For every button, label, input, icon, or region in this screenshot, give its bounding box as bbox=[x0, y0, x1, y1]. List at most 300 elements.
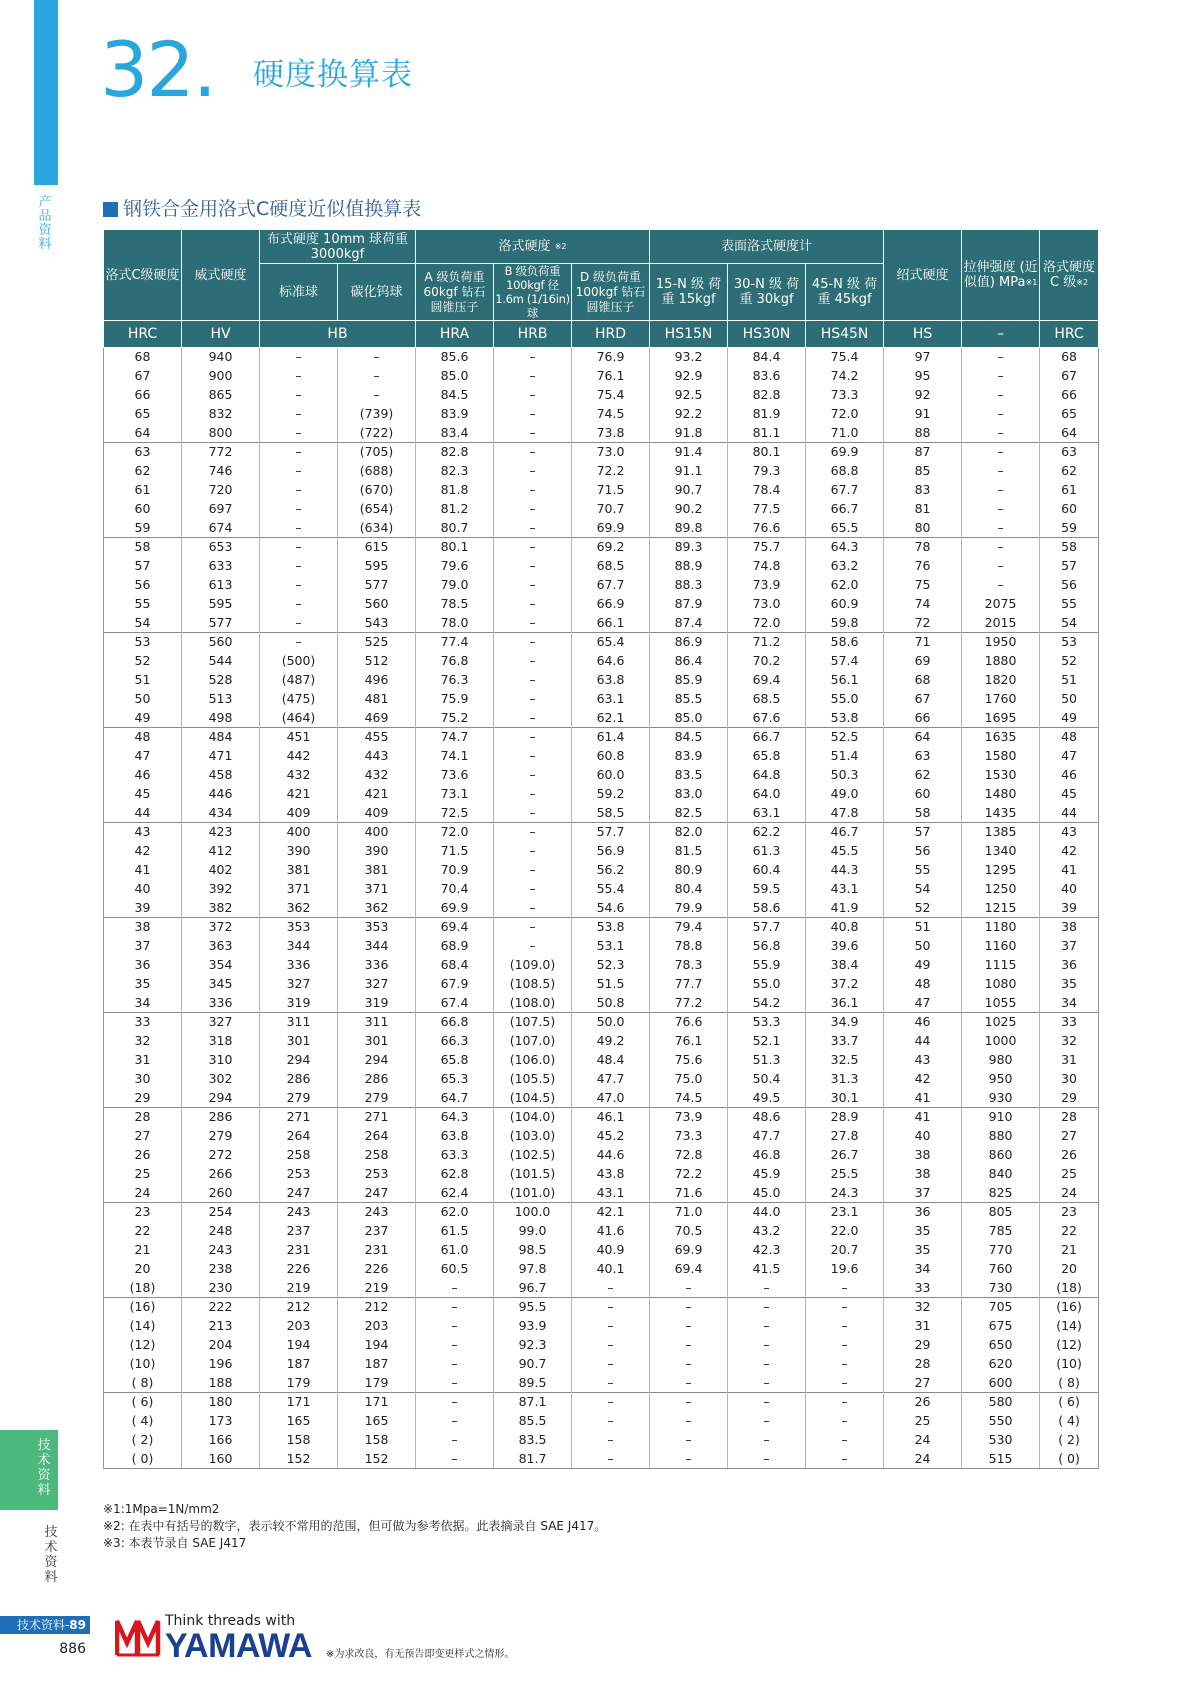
table-cell: (634) bbox=[338, 519, 416, 538]
table-cell: 87 bbox=[884, 443, 962, 462]
table-cell: 73.0 bbox=[728, 595, 806, 614]
table-cell: – bbox=[572, 1450, 650, 1469]
table-cell: 613 bbox=[182, 576, 260, 595]
table-cell: 311 bbox=[338, 1013, 416, 1032]
table-cell: 222 bbox=[182, 1298, 260, 1317]
table-cell: 29 bbox=[1040, 1089, 1099, 1108]
table-cell: 363 bbox=[182, 937, 260, 956]
table-cell: – bbox=[494, 880, 572, 899]
table-cell: 68.4 bbox=[416, 956, 494, 975]
table-cell: 336 bbox=[260, 956, 338, 975]
table-cell: (101.5) bbox=[494, 1165, 572, 1184]
table-cell: 27 bbox=[1040, 1127, 1099, 1146]
table-cell: 865 bbox=[182, 386, 260, 405]
table-cell: 74.7 bbox=[416, 728, 494, 747]
table-cell: 60.8 bbox=[572, 747, 650, 766]
table-cell: 100.0 bbox=[494, 1203, 572, 1222]
table-cell: 87.4 bbox=[650, 614, 728, 633]
table-cell: 54 bbox=[1040, 614, 1099, 633]
table-cell: – bbox=[416, 1298, 494, 1317]
header-hrd: D 级负荷重 100kgf 钻石 圆锥压子 bbox=[572, 264, 650, 321]
table-cell: 25.5 bbox=[806, 1165, 884, 1184]
table-cell: – bbox=[494, 557, 572, 576]
table-cell: 43.2 bbox=[728, 1222, 806, 1241]
table-cell: – bbox=[494, 690, 572, 709]
table-cell: 62.1 bbox=[572, 709, 650, 728]
table-cell: 89.8 bbox=[650, 519, 728, 538]
table-cell: 67 bbox=[884, 690, 962, 709]
table-cell: 327 bbox=[338, 975, 416, 994]
table-cell: 78.4 bbox=[728, 481, 806, 500]
table-cell: 25 bbox=[884, 1412, 962, 1431]
yamawa-logo-icon bbox=[115, 1617, 161, 1657]
table-row bbox=[104, 1089, 1099, 1108]
table-cell: 1530 bbox=[962, 766, 1040, 785]
table-cell: 48.6 bbox=[728, 1108, 806, 1127]
header-surface-rockwell: 表面洛式硬度计 bbox=[650, 230, 884, 264]
table-cell: 253 bbox=[338, 1165, 416, 1184]
table-cell: 71.5 bbox=[572, 481, 650, 500]
table-cell: 46.8 bbox=[728, 1146, 806, 1165]
table-cell: 28 bbox=[884, 1355, 962, 1374]
table-cell: 35 bbox=[1040, 975, 1099, 994]
unit-tensile: – bbox=[962, 321, 1040, 348]
table-cell: 56.9 bbox=[572, 842, 650, 861]
table-cell: – bbox=[338, 386, 416, 405]
table-cell: – bbox=[806, 1374, 884, 1393]
table-cell: 39 bbox=[104, 899, 182, 918]
table-cell: 800 bbox=[182, 424, 260, 443]
table-cell: 327 bbox=[182, 1013, 260, 1032]
table-cell: 76.3 bbox=[416, 671, 494, 690]
table-cell: 79.3 bbox=[728, 462, 806, 481]
table-cell: 78 bbox=[884, 538, 962, 557]
table-cell: 243 bbox=[182, 1241, 260, 1260]
table-cell: – bbox=[650, 1431, 728, 1450]
table-cell: – bbox=[494, 405, 572, 424]
table-cell: 22 bbox=[104, 1222, 182, 1241]
hardness-table-container bbox=[103, 229, 1099, 1469]
table-cell: 72.0 bbox=[806, 405, 884, 424]
table-cell: 40.8 bbox=[806, 918, 884, 937]
table-cell: 1435 bbox=[962, 804, 1040, 823]
table-cell: – bbox=[494, 367, 572, 386]
table-cell: 59.8 bbox=[806, 614, 884, 633]
table-cell: – bbox=[572, 1431, 650, 1450]
table-cell: 53.1 bbox=[572, 937, 650, 956]
table-cell: – bbox=[962, 462, 1040, 481]
table-cell: – bbox=[728, 1412, 806, 1431]
table-cell: – bbox=[494, 424, 572, 443]
table-cell: 230 bbox=[182, 1279, 260, 1298]
table-cell: (487) bbox=[260, 671, 338, 690]
side-label-tech: 技术资料 bbox=[44, 1525, 58, 1585]
table-cell: ( 6) bbox=[104, 1393, 182, 1412]
table-cell: 50.3 bbox=[806, 766, 884, 785]
table-cell: 64.3 bbox=[806, 538, 884, 557]
table-cell: 41 bbox=[104, 861, 182, 880]
table-cell: 279 bbox=[338, 1089, 416, 1108]
table-cell: 72.8 bbox=[650, 1146, 728, 1165]
header-hv: 威式硬度 bbox=[182, 230, 260, 321]
table-cell: (106.0) bbox=[494, 1051, 572, 1070]
table-cell: 56.8 bbox=[728, 937, 806, 956]
table-cell: 61.3 bbox=[728, 842, 806, 861]
table-cell: (14) bbox=[104, 1317, 182, 1336]
table-cell: 58.6 bbox=[806, 633, 884, 652]
table-cell: 63.3 bbox=[416, 1146, 494, 1165]
table-cell: 36.1 bbox=[806, 994, 884, 1013]
table-cell: – bbox=[650, 1412, 728, 1431]
table-cell: 2015 bbox=[962, 614, 1040, 633]
table-cell: 76.1 bbox=[650, 1032, 728, 1051]
table-cell: 59.5 bbox=[728, 880, 806, 899]
table-cell: – bbox=[416, 1336, 494, 1355]
table-cell: 720 bbox=[182, 481, 260, 500]
table-cell: 66 bbox=[884, 709, 962, 728]
table-cell: 770 bbox=[962, 1241, 1040, 1260]
table-cell: 65 bbox=[1040, 405, 1099, 424]
table-cell: 75.6 bbox=[650, 1051, 728, 1070]
table-cell: 832 bbox=[182, 405, 260, 424]
table-cell: 36 bbox=[104, 956, 182, 975]
table-cell: 264 bbox=[338, 1127, 416, 1146]
table-cell: – bbox=[806, 1393, 884, 1412]
table-cell: 69.4 bbox=[650, 1260, 728, 1279]
table-cell: 301 bbox=[260, 1032, 338, 1051]
unit-hrb: HRB bbox=[494, 321, 572, 348]
header-shore: 绍式硬度 bbox=[884, 230, 962, 321]
table-cell: 73.8 bbox=[572, 424, 650, 443]
table-cell: – bbox=[806, 1298, 884, 1317]
table-cell: 49.5 bbox=[728, 1089, 806, 1108]
table-cell: 60 bbox=[104, 500, 182, 519]
table-cell: 187 bbox=[338, 1355, 416, 1374]
table-cell: 860 bbox=[962, 1146, 1040, 1165]
table-cell: 1635 bbox=[962, 728, 1040, 747]
table-cell: 47.7 bbox=[728, 1127, 806, 1146]
table-cell: 219 bbox=[338, 1279, 416, 1298]
table-cell: – bbox=[494, 614, 572, 633]
table-cell: 38 bbox=[884, 1146, 962, 1165]
table-cell: – bbox=[962, 500, 1040, 519]
table-cell: – bbox=[260, 405, 338, 424]
table-cell: 81.7 bbox=[494, 1450, 572, 1469]
table-cell: 92.3 bbox=[494, 1336, 572, 1355]
table-cell: 226 bbox=[260, 1260, 338, 1279]
table-cell: 73.3 bbox=[650, 1127, 728, 1146]
table-cell: 56.1 bbox=[806, 671, 884, 690]
table-cell: 243 bbox=[338, 1203, 416, 1222]
table-cell: 80.7 bbox=[416, 519, 494, 538]
table-cell: 69.4 bbox=[728, 671, 806, 690]
table-cell: 258 bbox=[260, 1146, 338, 1165]
table-cell: – bbox=[806, 1317, 884, 1336]
table-cell: – bbox=[260, 348, 338, 367]
unit-hrc: HRC bbox=[104, 321, 182, 348]
table-cell: 46 bbox=[884, 1013, 962, 1032]
table-cell: 64 bbox=[104, 424, 182, 443]
table-cell: 187 bbox=[260, 1355, 338, 1374]
table-cell: 77.2 bbox=[650, 994, 728, 1013]
table-cell: 85.5 bbox=[650, 690, 728, 709]
table-cell: 60.4 bbox=[728, 861, 806, 880]
table-cell: 49.2 bbox=[572, 1032, 650, 1051]
table-cell: 24 bbox=[884, 1450, 962, 1469]
table-cell: 92.2 bbox=[650, 405, 728, 424]
table-cell: 71.0 bbox=[806, 424, 884, 443]
table-cell: 550 bbox=[962, 1412, 1040, 1431]
table-cell: 91 bbox=[884, 405, 962, 424]
unit-hra: HRA bbox=[416, 321, 494, 348]
table-cell: (739) bbox=[338, 405, 416, 424]
table-cell: 266 bbox=[182, 1165, 260, 1184]
table-cell: 67.9 bbox=[416, 975, 494, 994]
table-cell: – bbox=[338, 348, 416, 367]
table-cell: 446 bbox=[182, 785, 260, 804]
table-cell: 37 bbox=[104, 937, 182, 956]
table-cell: 1115 bbox=[962, 956, 1040, 975]
table-cell: 97.8 bbox=[494, 1260, 572, 1279]
table-cell: 286 bbox=[260, 1070, 338, 1089]
table-cell: 432 bbox=[260, 766, 338, 785]
table-cell: 66.7 bbox=[728, 728, 806, 747]
table-row bbox=[104, 633, 1099, 652]
table-cell: – bbox=[494, 842, 572, 861]
table-cell: 69.9 bbox=[806, 443, 884, 462]
table-cell: 258 bbox=[338, 1146, 416, 1165]
table-cell: 51 bbox=[1040, 671, 1099, 690]
table-cell: 513 bbox=[182, 690, 260, 709]
table-cell: 746 bbox=[182, 462, 260, 481]
table-cell: 152 bbox=[338, 1450, 416, 1469]
table-cell: (107.0) bbox=[494, 1032, 572, 1051]
table-cell: 83.4 bbox=[416, 424, 494, 443]
table-cell: (104.5) bbox=[494, 1089, 572, 1108]
table-cell: 81 bbox=[884, 500, 962, 519]
header-brinell: 布式硬度 10mm 球荷重 3000kgf bbox=[260, 230, 416, 264]
table-cell: 469 bbox=[338, 709, 416, 728]
table-cell: – bbox=[806, 1355, 884, 1374]
table-cell: – bbox=[494, 348, 572, 367]
table-cell: 1480 bbox=[962, 785, 1040, 804]
table-cell: (107.5) bbox=[494, 1013, 572, 1032]
table-cell: ( 2) bbox=[104, 1431, 182, 1450]
table-cell: 52 bbox=[884, 899, 962, 918]
table-cell: 83.6 bbox=[728, 367, 806, 386]
table-cell: ( 4) bbox=[1040, 1412, 1099, 1431]
table-cell: 76.8 bbox=[416, 652, 494, 671]
table-cell: 55.9 bbox=[728, 956, 806, 975]
table-cell: 760 bbox=[962, 1260, 1040, 1279]
table-cell: 512 bbox=[338, 652, 416, 671]
table-cell: 458 bbox=[182, 766, 260, 785]
table-cell: 78.8 bbox=[650, 937, 728, 956]
table-row bbox=[104, 1393, 1099, 1412]
table-cell: 188 bbox=[182, 1374, 260, 1393]
table-cell: 1250 bbox=[962, 880, 1040, 899]
table-cell: 279 bbox=[182, 1127, 260, 1146]
table-cell: 20.7 bbox=[806, 1241, 884, 1260]
table-cell: 52.5 bbox=[806, 728, 884, 747]
table-cell: 53 bbox=[1040, 633, 1099, 652]
table-cell: 825 bbox=[962, 1184, 1040, 1203]
table-cell: 219 bbox=[260, 1279, 338, 1298]
table-cell: 48 bbox=[1040, 728, 1099, 747]
table-cell: 21 bbox=[104, 1241, 182, 1260]
table-cell: (10) bbox=[1040, 1355, 1099, 1374]
table-cell: 36 bbox=[884, 1203, 962, 1222]
table-cell: 66.1 bbox=[572, 614, 650, 633]
table-cell: 318 bbox=[182, 1032, 260, 1051]
table-cell: 44 bbox=[1040, 804, 1099, 823]
table-cell: 595 bbox=[182, 595, 260, 614]
table-cell: 48 bbox=[104, 728, 182, 747]
table-cell: 50 bbox=[884, 937, 962, 956]
table-cell: 71.6 bbox=[650, 1184, 728, 1203]
table-cell: 71.5 bbox=[416, 842, 494, 861]
table-cell: ( 8) bbox=[1040, 1374, 1099, 1393]
table-cell: – bbox=[962, 576, 1040, 595]
table-cell: – bbox=[650, 1374, 728, 1393]
table-cell: 78.3 bbox=[650, 956, 728, 975]
table-row bbox=[104, 538, 1099, 557]
table-cell: 42 bbox=[884, 1070, 962, 1089]
table-cell: 78.0 bbox=[416, 614, 494, 633]
table-row bbox=[104, 937, 1099, 956]
table-cell: – bbox=[260, 481, 338, 500]
table-cell: 56 bbox=[884, 842, 962, 861]
table-cell: 37 bbox=[1040, 937, 1099, 956]
table-cell: 173 bbox=[182, 1412, 260, 1431]
logo-wordmark: YAMAWA bbox=[165, 1627, 312, 1665]
table-cell: 58 bbox=[884, 804, 962, 823]
table-cell: 80.1 bbox=[728, 443, 806, 462]
table-cell: 336 bbox=[338, 956, 416, 975]
table-cell: 254 bbox=[182, 1203, 260, 1222]
table-cell: (16) bbox=[1040, 1298, 1099, 1317]
table-cell: 1160 bbox=[962, 937, 1040, 956]
table-cell: – bbox=[962, 538, 1040, 557]
table-cell: – bbox=[260, 443, 338, 462]
table-cell: 51.3 bbox=[728, 1051, 806, 1070]
table-cell: 45.5 bbox=[806, 842, 884, 861]
table-cell: 40 bbox=[1040, 880, 1099, 899]
table-cell: – bbox=[494, 899, 572, 918]
table-cell: 166 bbox=[182, 1431, 260, 1450]
table-cell: 50.0 bbox=[572, 1013, 650, 1032]
table-cell: 70.4 bbox=[416, 880, 494, 899]
table-cell: 69.9 bbox=[416, 899, 494, 918]
table-cell: 80.1 bbox=[416, 538, 494, 557]
table-cell: – bbox=[962, 519, 1040, 538]
table-cell: 45.9 bbox=[728, 1165, 806, 1184]
table-row bbox=[104, 842, 1099, 861]
table-cell: 83.9 bbox=[650, 747, 728, 766]
table-cell: 55.4 bbox=[572, 880, 650, 899]
table-cell: 75 bbox=[884, 576, 962, 595]
table-cell: – bbox=[962, 557, 1040, 576]
table-body bbox=[104, 348, 1099, 1469]
table-cell: 27 bbox=[884, 1374, 962, 1393]
table-row bbox=[104, 1146, 1099, 1165]
table-cell: 237 bbox=[260, 1222, 338, 1241]
table-cell: 56 bbox=[1040, 576, 1099, 595]
table-cell: 62 bbox=[884, 766, 962, 785]
table-cell: 26 bbox=[1040, 1146, 1099, 1165]
table-cell: 32 bbox=[104, 1032, 182, 1051]
table-cell: 880 bbox=[962, 1127, 1040, 1146]
table-cell: 1215 bbox=[962, 899, 1040, 918]
table-cell: 63 bbox=[884, 747, 962, 766]
table-cell: – bbox=[494, 481, 572, 500]
table-cell: 61 bbox=[1040, 481, 1099, 500]
table-cell: 57 bbox=[1040, 557, 1099, 576]
table-cell: 434 bbox=[182, 804, 260, 823]
table-cell: 57 bbox=[884, 823, 962, 842]
table-cell: 327 bbox=[260, 975, 338, 994]
side-label-product: 产品资料 bbox=[38, 195, 52, 252]
table-cell: 633 bbox=[182, 557, 260, 576]
table-cell: 27.8 bbox=[806, 1127, 884, 1146]
table-cell: 74.2 bbox=[806, 367, 884, 386]
table-cell: 34.9 bbox=[806, 1013, 884, 1032]
table-cell: 37 bbox=[884, 1184, 962, 1203]
table-cell: 43 bbox=[1040, 823, 1099, 842]
table-cell: 56.2 bbox=[572, 861, 650, 880]
table-cell: 65.8 bbox=[416, 1051, 494, 1070]
table-cell: 81.2 bbox=[416, 500, 494, 519]
table-cell: 60.0 bbox=[572, 766, 650, 785]
table-cell: 302 bbox=[182, 1070, 260, 1089]
table-row bbox=[104, 1184, 1099, 1203]
table-cell: 260 bbox=[182, 1184, 260, 1203]
table-cell: 31.3 bbox=[806, 1070, 884, 1089]
table-cell: 63 bbox=[104, 443, 182, 462]
table-cell: 30 bbox=[104, 1070, 182, 1089]
table-cell: 772 bbox=[182, 443, 260, 462]
table-cell: 34 bbox=[884, 1260, 962, 1279]
table-cell: 34 bbox=[1040, 994, 1099, 1013]
table-cell: 171 bbox=[260, 1393, 338, 1412]
table-cell: (14) bbox=[1040, 1317, 1099, 1336]
table-cell: 53.8 bbox=[572, 918, 650, 937]
table-cell: 319 bbox=[260, 994, 338, 1013]
table-cell: – bbox=[962, 443, 1040, 462]
table-cell: 319 bbox=[338, 994, 416, 1013]
table-cell: 44.6 bbox=[572, 1146, 650, 1165]
table-cell: 362 bbox=[338, 899, 416, 918]
table-cell: – bbox=[494, 728, 572, 747]
table-cell: 84.4 bbox=[728, 348, 806, 367]
table-cell: 29 bbox=[884, 1336, 962, 1355]
table-cell: 64.0 bbox=[728, 785, 806, 804]
table-cell: 68.5 bbox=[572, 557, 650, 576]
table-cell: 83.9 bbox=[416, 405, 494, 424]
table-cell: 59.2 bbox=[572, 785, 650, 804]
table-cell: 65.5 bbox=[806, 519, 884, 538]
table-cell: 92 bbox=[884, 386, 962, 405]
section-tab-label: 技术资料 bbox=[37, 1438, 51, 1498]
table-cell: 353 bbox=[260, 918, 338, 937]
table-cell: 85.0 bbox=[416, 367, 494, 386]
table-cell: 67.7 bbox=[572, 576, 650, 595]
table-cell: 498 bbox=[182, 709, 260, 728]
table-cell: 286 bbox=[182, 1108, 260, 1127]
table-cell: ( 8) bbox=[104, 1374, 182, 1393]
table-cell: 62.4 bbox=[416, 1184, 494, 1203]
table-cell: 697 bbox=[182, 500, 260, 519]
